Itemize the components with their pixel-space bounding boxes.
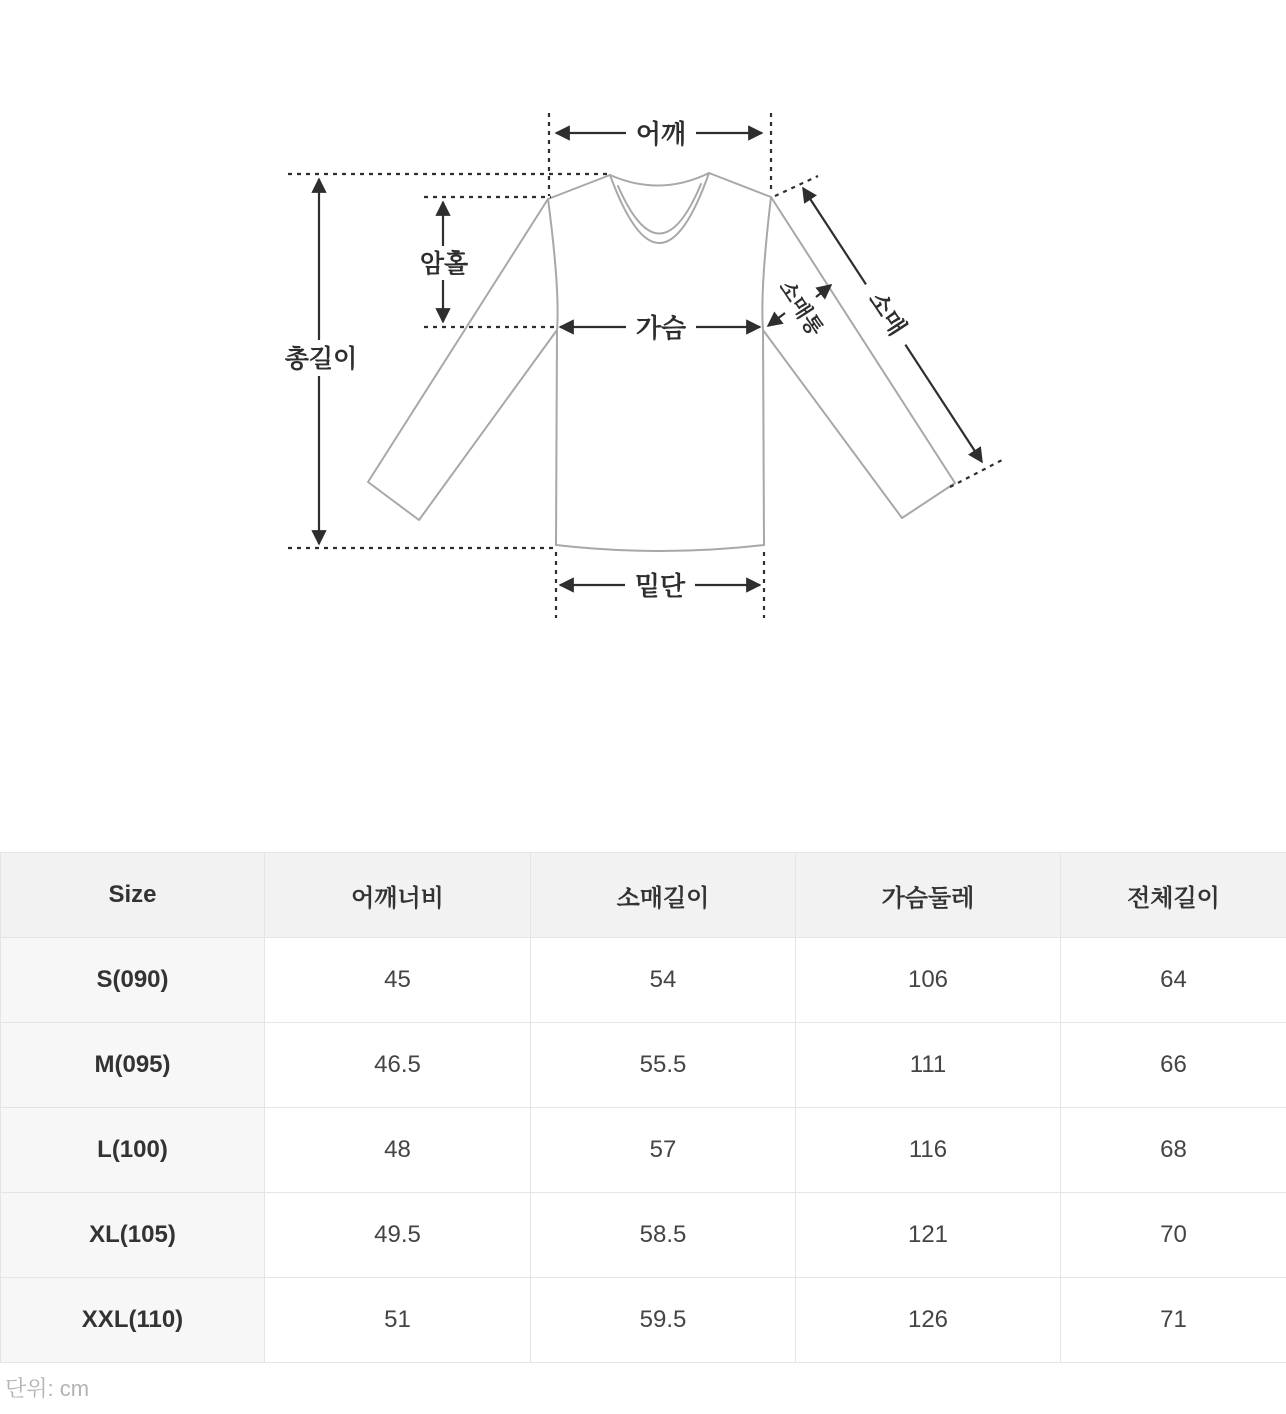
value-cell: 48: [265, 1108, 531, 1193]
chest-label: 가슴: [635, 313, 687, 343]
shoulder-label: 어깨: [635, 119, 687, 149]
size-cell: XL(105): [1, 1193, 265, 1278]
sleeve-label: 소매: [862, 287, 911, 341]
table-row: [1, 1023, 1286, 1108]
header-cell-sleeve-length: 소매길이: [531, 853, 796, 938]
value-cell: 59.5: [531, 1278, 796, 1363]
shirt-collar-inner: [618, 184, 701, 234]
value-cell: 58.5: [531, 1193, 796, 1278]
shirt-collar-outer: [610, 173, 709, 243]
value-cell: 51: [265, 1278, 531, 1363]
value-cell: 121: [796, 1193, 1061, 1278]
header-cell-size: Size: [1, 853, 265, 938]
total-length-label-group: [281, 340, 361, 376]
size-cell: XXL(110): [1, 1278, 265, 1363]
size-guide-diagram: [0, 0, 1286, 700]
hem-label: 밑단: [634, 571, 686, 601]
shirt-body-left: [548, 199, 558, 545]
armhole-label: 암홀: [419, 250, 469, 278]
shirt-shoulder-right: [709, 173, 771, 197]
table-row: [1, 1193, 1286, 1278]
total-length-label: 총길이: [284, 345, 358, 373]
table-row: [1, 1108, 1286, 1193]
armhole-label-group: [410, 246, 478, 280]
value-cell: 55.5: [531, 1023, 796, 1108]
value-cell: 106: [796, 938, 1061, 1023]
table-row: [1, 938, 1286, 1023]
shirt-backneck: [610, 173, 709, 186]
value-cell: 66: [1061, 1023, 1286, 1108]
shirt-body-right: [762, 197, 771, 545]
sleeve-width-label: 소매통: [774, 276, 827, 341]
shoulder-label-group: [626, 113, 696, 153]
size-cell: M(095): [1, 1023, 265, 1108]
header-cell-shoulder-width: 어깨너비: [265, 853, 531, 938]
shirt-measurement-svg: [0, 0, 1286, 700]
table-row: [1, 1278, 1286, 1363]
value-cell: 57: [531, 1108, 796, 1193]
value-cell: 54: [531, 938, 796, 1023]
dimension-labels: [281, 113, 923, 603]
dimension-lines: [288, 113, 1004, 618]
value-cell: 46.5: [265, 1023, 531, 1108]
size-cell: L(100): [1, 1108, 265, 1193]
size-table-header-row: [1, 853, 1286, 938]
value-cell: 49.5: [265, 1193, 531, 1278]
value-cell: 71: [1061, 1278, 1286, 1363]
value-cell: 68: [1061, 1108, 1286, 1193]
value-cell: 116: [796, 1108, 1061, 1193]
value-cell: 126: [796, 1278, 1061, 1363]
value-cell: 111: [796, 1023, 1061, 1108]
sleeve-width-label-group: [769, 270, 833, 347]
chest-label-group: [626, 309, 696, 345]
header-cell-total-length: 전체길이: [1061, 853, 1286, 938]
sleeve-width-arrow-upper: [816, 285, 831, 297]
size-table-section: [0, 852, 1286, 1363]
value-cell: 64: [1061, 938, 1286, 1023]
hem-label-group: [625, 567, 695, 603]
size-table: [0, 852, 1286, 1363]
value-cell: 70: [1061, 1193, 1286, 1278]
shirt-shoulder-left: [548, 175, 610, 199]
shirt-outline: [368, 173, 955, 551]
shirt-sleeve-right: [763, 197, 955, 518]
sleeve-ext-bottom: [950, 459, 1004, 487]
sleeve-width-arrow-lower: [768, 313, 785, 326]
value-cell: 45: [265, 938, 531, 1023]
size-cell: S(090): [1, 938, 265, 1023]
sleeve-ext-top: [775, 176, 818, 196]
header-cell-chest-circumference: 가슴둘레: [796, 853, 1061, 938]
unit-note: 단위: cm: [5, 1376, 90, 1401]
shirt-hem: [556, 545, 764, 551]
